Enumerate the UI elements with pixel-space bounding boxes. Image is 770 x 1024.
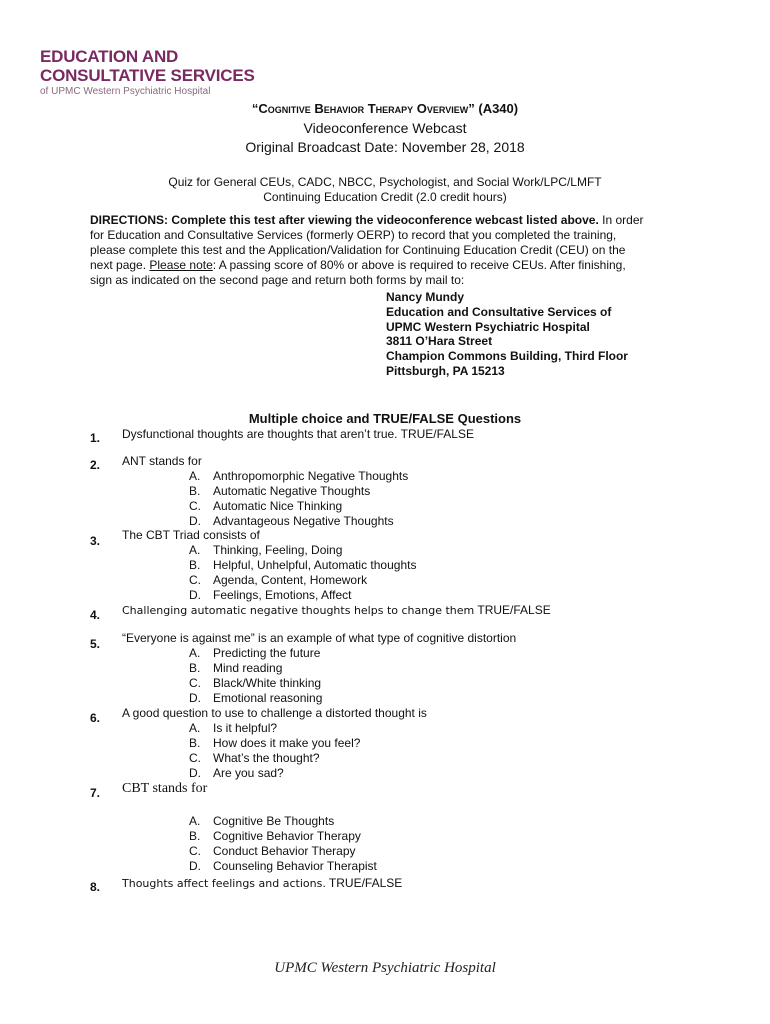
credit-hours: Continuing Education Credit (2.0 credit hours) <box>263 190 507 204</box>
question-number: 8. <box>90 880 101 894</box>
answer-option: D. Emotional reasoning <box>189 691 323 705</box>
answer-option: D. Are you sad? <box>189 766 284 780</box>
directions-line-5: sign as indicated on the second page and return both forms by mail to: <box>90 273 465 287</box>
logo-line-1: EDUCATION AND <box>40 47 179 66</box>
address-line: 3811 O’Hara Street <box>386 334 493 349</box>
document-subtitle: Videoconference Webcast <box>303 120 467 136</box>
document-title: “Cognitive Behavior Therapy Overview” (A340) <box>251 101 519 116</box>
question-text: Challenging automatic negative thoughts helps to change them TRUE/FALSE <box>122 603 551 617</box>
address-line: UPMC Western Psychiatric Hospital <box>386 319 590 334</box>
question-number: 5. <box>90 637 101 651</box>
directions-line-2: for Education and Consultative Services (formerly OERP) to record that you completed the training, <box>90 228 617 242</box>
directions-heading: DIRECTIONS: Complete this test after viewing the videoconference webcast listed above. <box>90 213 599 227</box>
question-number: 3. <box>90 534 101 548</box>
answer-option: C. Black/White thinking <box>189 676 322 690</box>
question-number: 1. <box>90 431 101 445</box>
answer-option: B. Helpful, Unhelpful, Automatic thoughts <box>189 558 417 572</box>
directions-line-4: next page. Please note: A passing score of 80% or above is required to receive CEUs. After finishing, <box>90 258 626 272</box>
answer-option: D. Counseling Behavior Therapist <box>189 859 377 873</box>
address-line: Champion Commons Building, Third Floor <box>386 349 628 364</box>
question-number: 2. <box>90 458 101 472</box>
question-number: 7. <box>90 786 101 800</box>
answer-option: C. Conduct Behavior Therapy <box>189 844 356 858</box>
answer-option: D. Feelings, Emotions, Affect <box>189 588 352 602</box>
answer-option: C. What’s the thought? <box>189 751 320 765</box>
address-line: Nancy Mundy <box>386 290 465 304</box>
answer-option: A. Anthropomorphic Negative Thoughts <box>189 469 409 483</box>
question-text: CBT stands for <box>122 781 208 796</box>
answer-option: B. Cognitive Behavior Therapy <box>189 829 361 843</box>
please-note: Please note <box>149 258 213 272</box>
answer-option: C. Automatic Nice Thinking <box>189 499 343 513</box>
answer-option: B. Automatic Negative Thoughts <box>189 484 371 498</box>
question-text: A good question to use to challenge a distorted thought is <box>122 706 427 720</box>
address-line: Education and Consultative Services of <box>386 304 612 319</box>
answer-option: B. Mind reading <box>189 661 283 675</box>
answer-option: A. Predicting the future <box>189 646 321 660</box>
question-text: Dysfunctional thoughts are thoughts that aren’t true. TRUE/FALSE <box>122 427 474 441</box>
question-text: The CBT Triad consists of <box>122 528 260 542</box>
question-text: Thoughts affect feelings and actions. TRUE/FALSE <box>122 876 403 890</box>
page-footer: UPMC Western Psychiatric Hospital <box>274 960 496 976</box>
quiz-description: Quiz for General CEUs, CADC, NBCC, Psychologist, and Social Work/LPC/LMFT <box>168 175 602 189</box>
answer-option: A. Is it helpful? <box>189 721 278 735</box>
answer-option: A. Cognitive Be Thoughts <box>189 814 335 828</box>
answer-option: D. Advantageous Negative Thoughts <box>189 514 394 528</box>
logo-line-2: CONSULTATIVE SERVICES <box>40 66 255 85</box>
answer-option: C. Agenda, Content, Homework <box>189 573 368 587</box>
question-number: 4. <box>90 608 101 622</box>
mailing-address <box>386 290 628 379</box>
address-line: Pittsburgh, PA 15213 <box>386 363 505 378</box>
answer-option: B. How does it make you feel? <box>189 736 361 750</box>
answer-option: A. Thinking, Feeling, Doing <box>189 543 343 557</box>
question-number: 6. <box>90 711 101 725</box>
broadcast-date: Original Broadcast Date: November 28, 2018 <box>245 139 525 155</box>
section-title: Multiple choice and TRUE/FALSE Questions <box>248 411 522 426</box>
directions-line-3: please complete this test and the Application/Validation for Continuing Education Credit (CEU) on the <box>90 243 626 257</box>
directions-line-1: In order <box>598 213 644 227</box>
question-text: ANT stands for <box>122 454 202 468</box>
logo-line-3: of UPMC Western Psychiatric Hospital <box>40 86 211 97</box>
question-text: “Everyone is against me” is an example of what type of cognitive distortion <box>122 631 517 645</box>
